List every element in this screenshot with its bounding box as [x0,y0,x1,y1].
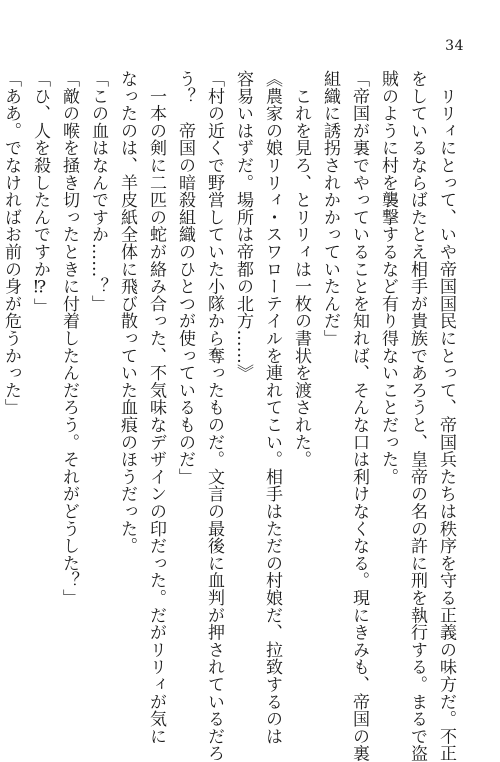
text-line: 組織に誘拐されかかっていたんだ」 [320,70,340,347]
text-line: 《農家の娘リリィ・スワローテイルを連れてこい。相手はただの村娘だ、拉致するのは [262,70,282,745]
vertical-text-block [1,70,460,762]
text-line: 「ああ。でなければお前の身が危うかった」 [1,70,21,416]
text-line: 「帝国が裏でやっていることを知れば、そんな口は利けなくなる。現にきみも、帝国の裏 [349,70,369,762]
text-line: 容易いはずだ。場所は帝都の北方……》 [233,70,253,382]
text-line: う？ 帝国の暗殺組織のひとつが使っているものだ」 [175,70,195,486]
text-line: なったのは、羊皮紙全体に飛び散っていた血痕のほうだった。 [117,70,137,555]
text-line: 「ひ、人を殺したんですか⁉」 [30,70,50,316]
text-line: これを見ろ、とリリィは一枚の書状を渡された。 [291,70,311,468]
text-line: をしているならばたとえ相手が貴族であろうと、皇帝の名の許に刑を執行する。まるで盗 [407,70,427,762]
text-line: 賊のように村を襲撃するなど有り得ないことだった。 [378,70,398,486]
text-line: 一本の剣に二匹の蛇が絡み合った、不気味なデザインの印だった。だがリリィが気に [146,70,166,745]
text-line: 「この血はなんですか……？」 [88,70,108,313]
text-line: 「村の近くで野営していた小隊から奪ったものだ。文言の最後に血判が押されているだろ [204,70,224,762]
page-number: 34 [445,38,464,54]
text-line: 「敵の喉を掻き切ったときに付着したんだろう。それがどうした？」 [59,70,79,607]
text-line: リリィにとって、いや帝国国民にとって、帝国兵たちは秩序を守る正義の味方だ。不正 [436,70,456,762]
